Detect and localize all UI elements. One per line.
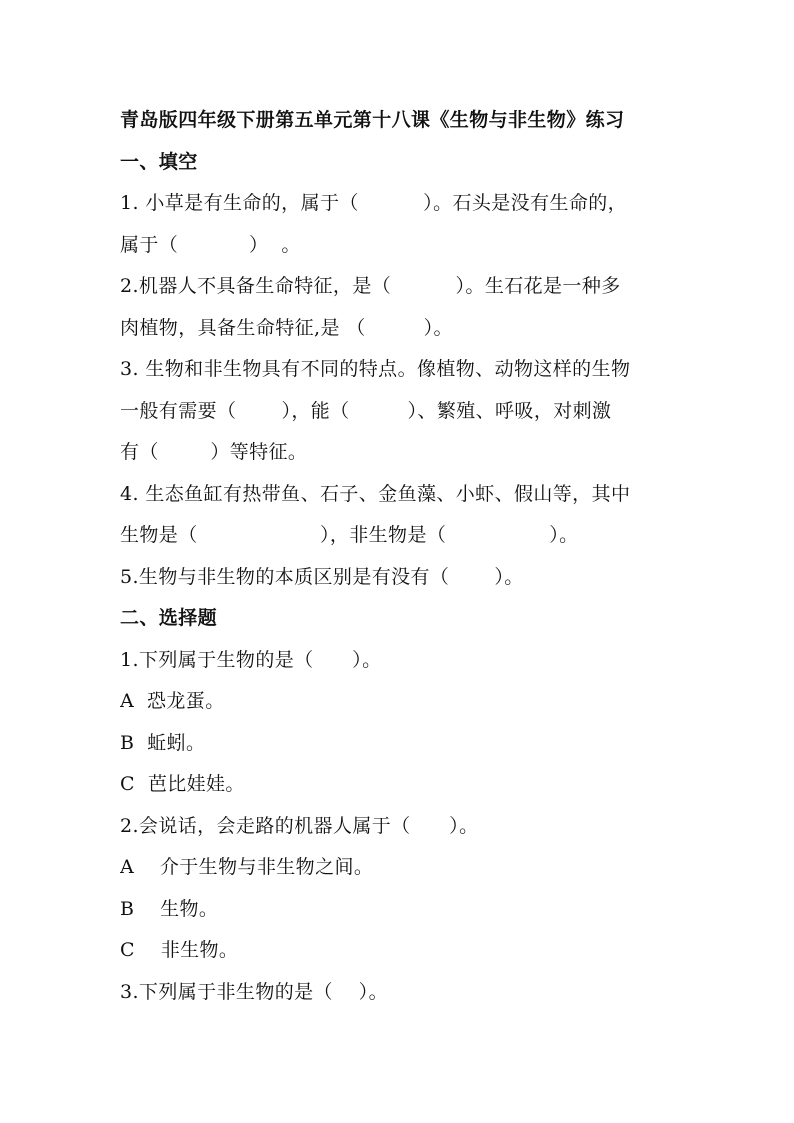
choice-question-1-option-a: A 恐龙蛋。 xyxy=(120,690,225,712)
choice-question-1-option-c: C 芭比娃娃。 xyxy=(120,773,245,795)
choice-question-2-option-a: A 介于生物与非生物之间。 xyxy=(120,856,374,878)
fill-blank-line-2: 属于（ ） 。 xyxy=(120,233,301,256)
fill-blank-line-3: 2.机器人不具备生命特征，是（ ）。生石花是一种多 xyxy=(120,275,621,297)
fill-blank-line-4: 肉植物，具备生命特征,是 （ ）。 xyxy=(120,316,453,339)
choice-question-1-option-b: B 蚯蚓。 xyxy=(120,731,206,754)
choice-question-2: 2.会说话，会走路的机器人属于（ ）。 xyxy=(120,814,479,837)
fill-blank-line-9: 生物是（ ），非生物是（ ）。 xyxy=(120,524,579,546)
fill-blank-line-8: 4. 生态鱼缸有热带鱼、石子、金鱼藻、小虾、假山等，其中 xyxy=(120,482,631,505)
fill-blank-line-6: 一般有需要（ ），能（ ）、繁殖、呼吸，对刺激 xyxy=(120,399,612,422)
worksheet-content xyxy=(120,100,680,1013)
section-heading-multiple-choice: 二、选择题 xyxy=(120,607,218,629)
section-heading-fill-blank: 一、填空 xyxy=(120,150,198,173)
fill-blank-line-1: 1. 小草是有生命的，属于（ ）。石头是没有生命的， xyxy=(120,192,628,214)
fill-blank-line-7: 有（ ）等特征。 xyxy=(120,441,308,463)
worksheet-title: 青岛版四年级下册第五单元第十八课《生物与非生物》练习 xyxy=(120,109,625,131)
choice-question-1: 1.下列属于生物的是（ ）。 xyxy=(120,648,382,671)
fill-blank-line-5: 3. 生物和非生物具有不同的特点。像植物、动物这样的生物 xyxy=(120,358,631,380)
choice-question-3: 3.下列属于非生物的是（ ）。 xyxy=(120,980,388,1003)
choice-question-2-option-c: C 非生物。 xyxy=(120,939,239,961)
fill-blank-line-10: 5.生物与非生物的本质区别是有没有（ ）。 xyxy=(120,565,524,588)
choice-question-2-option-b: B 生物。 xyxy=(120,897,219,920)
